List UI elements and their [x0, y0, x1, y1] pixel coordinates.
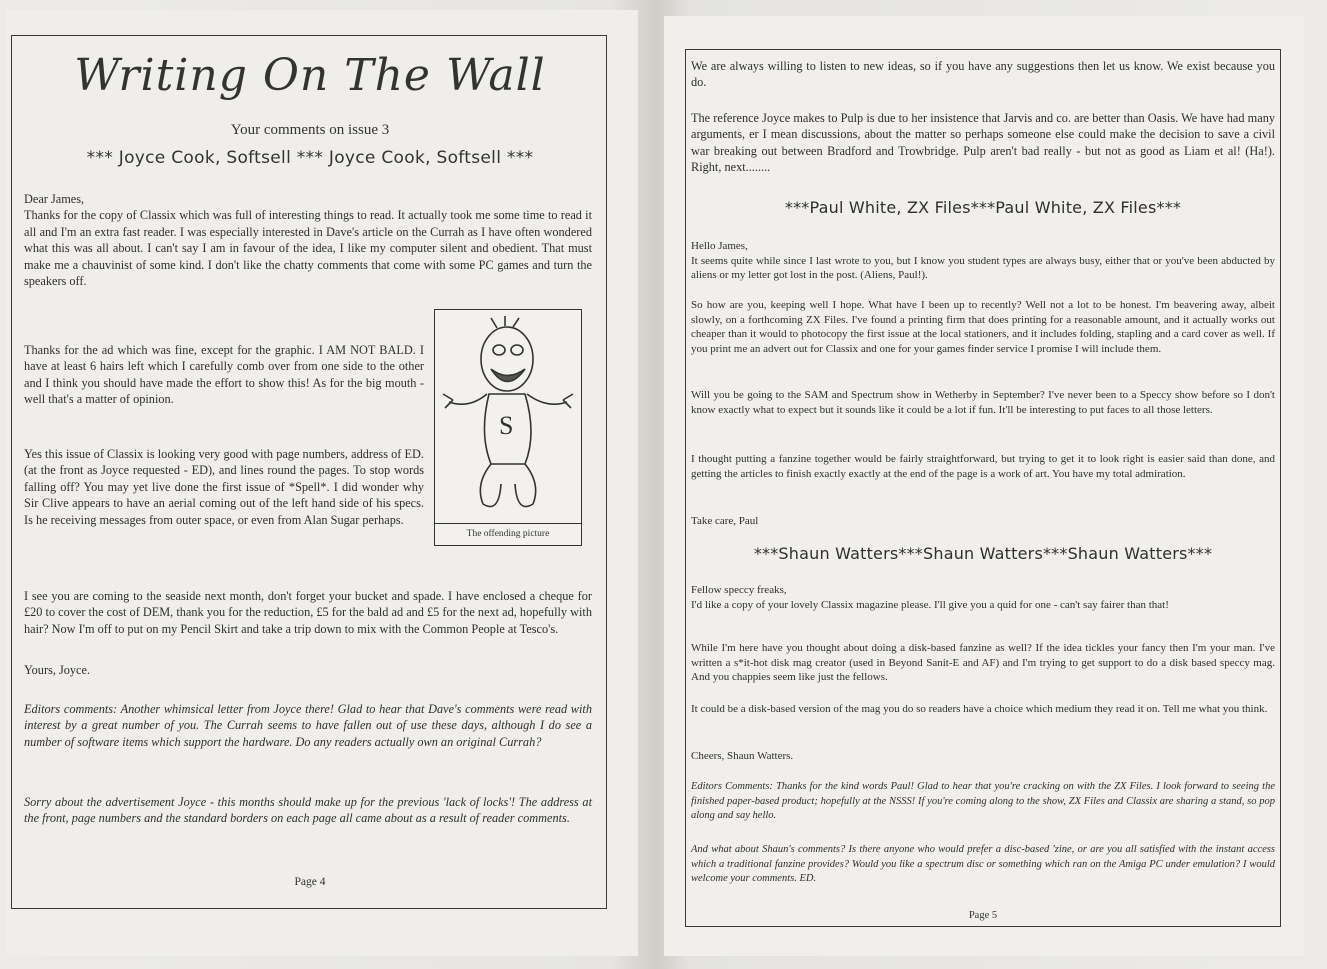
article-subtitle: Your comments on issue 3: [230, 122, 390, 138]
letter-signoff: Take care, Paul: [691, 515, 759, 527]
letter-paragraph: Yes this issue of Classix is looking very good with page numbers, address of ED. (at the front as Joyce requested - ED), and lines round the pages. To stop words falling off? You may yet live done the first issue of *Spell*. I did wonder why Sir Clive appears to have an aerial coming out of the left hand side of his specs. Is he receiving messages from outer space, or even from Alan Sugar perhaps.: [24, 447, 424, 527]
page-5-border: [685, 49, 1281, 927]
editor-paragraph: We are always willing to listen to new ideas, so if you have any suggestions then let us know. We exist because you do.: [691, 59, 1275, 90]
letter-paragraph: While I'm here have you thought about doing a disk-based fanzine as well? If the idea tickles your fancy then I'm your man. I've written a s*it-hot disk mag creator (used in Beyond Sanit-E and AF) and I'm trying to get support to do a disk based speccy mag. And you chappies seem like just the fellows.: [691, 642, 1275, 684]
editor-comment: Editors comments: Another whimsical letter from Joyce there! Glad to hear that Dave's comments were read with interest by a great number of you. The Currah seems to have fallen out of use these days, although I do see a number of software items which support the hardware. Do any readers actually own an original Currah?: [24, 702, 592, 749]
letter-paragraph: I thought putting a fanzine together would be fairly straightforward, but trying to get it to look right is easier said than done, and getting the articles to finish exactly exactly at the end of the page is a work of art. You have my total admiration.: [691, 453, 1275, 480]
letter-signoff: Yours, Joyce.: [24, 663, 91, 677]
letter-body-shaun: [691, 583, 1275, 612]
letter-greeting: Fellow speccy freaks,: [691, 584, 787, 596]
cartoon-illustration: [439, 314, 577, 519]
editor-paragraph: The reference Joyce makes to Pulp is due to her insistence that Jarvis and co. are better than Oasis. We have had many arguments, er I mean discussions, about the matter so perhaps someone else could make the decision to save a civil war breaking out between Bradford and Trowbridge. Pulp aren't bad really - but not as good as Liam et al! (Ha!). Right, next........: [691, 111, 1275, 175]
offending-picture-box: [434, 309, 582, 546]
page-4-border: [11, 35, 607, 909]
letter-paragraph: I'd like a copy of your lovely Classix magazine please. I'll give you a quid for one - can't say fairer than that!: [691, 598, 1169, 611]
letter-paragraph: I see you are coming to the seaside next month, don't forget your bucket and spade. I have enclosed a cheque for £20 to cover the cost of DEM, thank you for the reduction, £5 for the bald ad and £5 for the next ad, hopefully with hair? Now I'm off to put on my Pencil Skirt and take a trip down to mix with the Common People at Tesco's.: [24, 589, 592, 636]
letter-paragraph: It seems quite while since I last wrote to you, but I know you student types are always busy, either that or you've been abducted by aliens or my letter got lost in the post. (Aliens, Paul!).: [691, 254, 1275, 282]
editor-comment: Sorry about the advertisement Joyce - this months should make up for the previous 'lack of locks'! The address at the front, page numbers and the standard borders on each page all came about as a result of reader comments.: [24, 795, 592, 826]
svg-text:S: S: [499, 411, 514, 440]
letter-paragraph: Will you be going to the SAM and Spectrum show in Wetherby in September? I've never been to a Speccy show before so I don't know exactly what to expect but it sounds like it could be a lot if fun. It'll be interesting to put faces to all those letters.: [691, 389, 1275, 416]
letter-header-paul-white: ***Paul White, ZX Files***Paul White, ZX Files***: [784, 198, 1182, 217]
letter-greeting: Hello James,: [691, 240, 748, 252]
letter-byline: *** Joyce Cook, Softsell *** Joyce Cook, Softsell ***: [86, 148, 534, 168]
editor-comment: And what about Shaun's comments? Is there anyone who would prefer a disc-based 'zine, or are you all satisfied with the instant access which a traditional fanzine provides? Would you like a spectrum disc or something which ran on the Amiga PC under emulation? I would welcome your comments. ED.: [691, 844, 1275, 885]
page-number: Page 4: [294, 876, 326, 888]
page-5: [664, 16, 1304, 956]
letter-body-paul: [691, 239, 1275, 283]
letter-paragraph: Thanks for the ad which was fine, except for the graphic. I AM NOT BALD. I have at least 6 hairs left which I carefully comb over from one side to the other and I think you should have made the effort to show this! As for the big mouth - well that's a matter of opinion.: [24, 343, 424, 407]
letter-paragraph: It could be a disk-based version of the mag you do so readers have a choice which medium they read it on. Tell me what you think.: [691, 703, 1268, 715]
letter-header-shaun-watters: ***Shaun Watters***Shaun Watters***Shaun Watters***: [753, 544, 1213, 563]
picture-caption: The offending picture: [435, 523, 581, 544]
editor-comment: Editors Comments: Thanks for the kind words Paul! Glad to hear that you're cracking on with the ZX Files. I look forward to seeing the finished paper-based product; hopefully at the NSSS! If you're coming along to the show, ZX Files and Classix are sharing a stand, so pop along and say hello.: [691, 781, 1275, 822]
letter-paragraph: Thanks for the copy of Classix which was full of interesting things to read. It actually took me some time to read it all and I'm an extra fast reader. I was especially interested in Dave's article on the Currah as I have often wondered what this was all about. I can't say I am in favour of the idea, I like my computer silent and obedient. That must make me a chauvinist of some kind. I don't like the chatty comments that come with some PC games and turn the speakers off.: [24, 208, 592, 289]
letter-greeting: Dear James,: [24, 192, 85, 206]
page-4: [6, 10, 638, 956]
page-number: Page 5: [968, 910, 998, 921]
article-title: Writing On The Wall: [74, 50, 546, 101]
letter-signoff: Cheers, Shaun Watters.: [691, 750, 794, 762]
letter-paragraph: So how are you, keeping well I hope. What have I been up to recently? Well not a lot to be honest. I'm beavering away, albeit slowly, on a forthcoming ZX Files. I've found a printing firm that does printing for a reasonable amount, and it actually works out cheaper than it would to photocopy the first issue at the local stationers, and it includes folding, stapling and a card cover as well. If you print me an advert out for Classix and one for your games finder service I promise I will include them.: [691, 299, 1275, 355]
letter-body-1: [24, 191, 592, 289]
